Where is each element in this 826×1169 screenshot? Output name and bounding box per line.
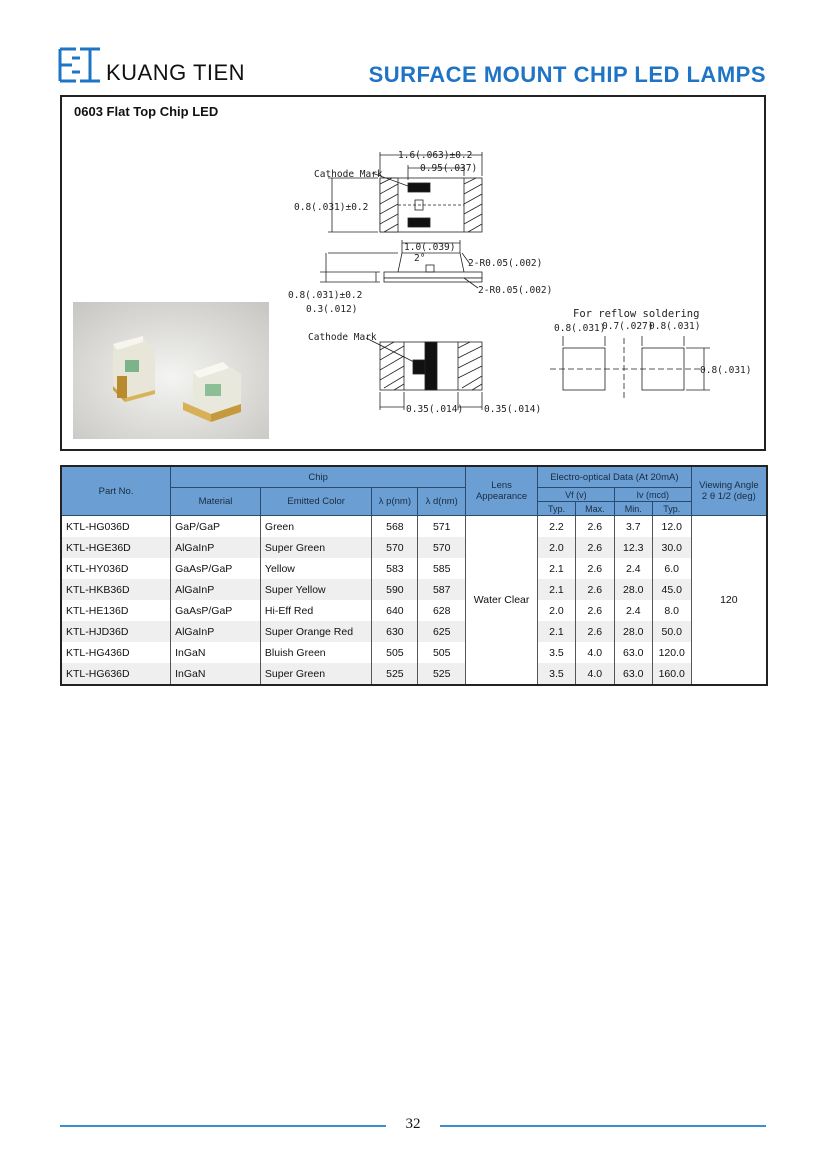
cell-vf-max: 2.6	[575, 579, 614, 600]
cell-vf-max: 4.0	[575, 663, 614, 685]
figure-title: 0603 Flat Top Chip LED	[74, 104, 219, 119]
page-title: SURFACE MOUNT CHIP LED LAMPS	[368, 62, 766, 87]
cell-color: Green	[260, 516, 372, 538]
dim-length: 1.6(.063)±0.2	[398, 150, 473, 161]
pad-height: 0.8(.031)	[700, 365, 752, 376]
dim-radius-1: 2-R0.05(.002)	[468, 258, 543, 269]
cell-material: InGaN	[171, 642, 261, 663]
cell-vf-typ: 2.1	[538, 579, 576, 600]
cell-color: Super Yellow	[260, 579, 372, 600]
col-vf-typ: Typ.	[538, 502, 576, 516]
cell-material: GaAsP/GaP	[171, 600, 261, 621]
cell-part: KTL-HG036D	[61, 516, 171, 538]
cell-lp: 505	[372, 642, 418, 663]
cell-lp: 590	[372, 579, 418, 600]
cell-part: KTL-HJD36D	[61, 621, 171, 642]
cell-lp: 583	[372, 558, 418, 579]
col-viewing-angle: Viewing Angle 2 θ 1/2 (deg)	[691, 466, 767, 516]
col-material: Material	[171, 488, 261, 516]
col-iv-min: Min.	[614, 502, 652, 516]
cell-vf-max: 2.6	[575, 600, 614, 621]
cell-vf-typ: 2.0	[538, 537, 576, 558]
cell-iv-typ: 160.0	[652, 663, 691, 685]
cell-vf-typ: 2.0	[538, 600, 576, 621]
table-row	[61, 621, 767, 642]
cell-iv-typ: 12.0	[652, 516, 691, 538]
col-chip: Chip	[171, 466, 466, 488]
cell-iv-min: 28.0	[614, 621, 652, 642]
cell-vf-typ: 2.1	[538, 558, 576, 579]
table-row	[61, 537, 767, 558]
cell-ld: 628	[418, 600, 466, 621]
cell-color: Hi-Eff Red	[260, 600, 372, 621]
cell-iv-min: 3.7	[614, 516, 652, 538]
col-iv: Iv (mcd)	[614, 488, 691, 502]
cathode-mark-label-bottom: Cathode Mark	[308, 332, 377, 343]
cell-vf-typ: 3.5	[538, 663, 576, 685]
cell-lens-appearance: Water Clear	[466, 516, 538, 686]
cell-iv-min: 2.4	[614, 558, 652, 579]
cell-iv-typ: 8.0	[652, 600, 691, 621]
reflow-label: For reflow soldering	[573, 308, 700, 320]
cell-ld: 525	[418, 663, 466, 685]
spec-table	[60, 465, 768, 686]
cell-material: InGaN	[171, 663, 261, 685]
table-row	[61, 516, 767, 538]
pad-width-2: 0.8(.031)	[649, 321, 701, 332]
cell-vf-max: 2.6	[575, 537, 614, 558]
table-row	[61, 558, 767, 579]
col-lambda-d: λ d(nm)	[418, 488, 466, 516]
cell-lp: 525	[372, 663, 418, 685]
cell-part: KTL-HY036D	[61, 558, 171, 579]
cell-part: KTL-HG436D	[61, 642, 171, 663]
col-iv-typ: Typ.	[652, 502, 691, 516]
cell-iv-typ: 30.0	[652, 537, 691, 558]
cell-color: Bluish Green	[260, 642, 372, 663]
cell-color: Super Green	[260, 537, 372, 558]
cell-iv-min: 63.0	[614, 642, 652, 663]
cell-color: Yellow	[260, 558, 372, 579]
led-photo	[73, 302, 269, 439]
table-row	[61, 663, 767, 685]
cell-lp: 640	[372, 600, 418, 621]
cell-iv-min: 12.3	[614, 537, 652, 558]
cell-iv-min: 2.4	[614, 600, 652, 621]
col-lambda-p: λ p(nm)	[372, 488, 418, 516]
footer-rule-left	[60, 1125, 386, 1127]
col-electro-optical: Electro-optical Data (At 20mA)	[538, 466, 692, 488]
pad-gap: 0.7(.027)	[602, 321, 654, 332]
cell-ld: 570	[418, 537, 466, 558]
cell-vf-max: 2.6	[575, 558, 614, 579]
cell-material: GaAsP/GaP	[171, 558, 261, 579]
cell-ld: 585	[418, 558, 466, 579]
dimension-drawing	[280, 140, 760, 430]
pad-width-1: 0.8(.031)	[554, 323, 606, 334]
cell-vf-max: 2.6	[575, 621, 614, 642]
col-vf: Vf (v)	[538, 488, 615, 502]
dim-angle: 2°	[414, 253, 426, 264]
cell-lp: 630	[372, 621, 418, 642]
dim-width-95: 0.95(.037)	[420, 163, 478, 174]
page-number: 32	[405, 1116, 421, 1132]
cell-iv-typ: 120.0	[652, 642, 691, 663]
cell-part: KTL-HE136D	[61, 600, 171, 621]
cell-part: KTL-HKB36D	[61, 579, 171, 600]
table-row	[61, 579, 767, 600]
cell-iv-typ: 6.0	[652, 558, 691, 579]
cell-vf-max: 2.6	[575, 516, 614, 538]
cell-part: KTL-HG636D	[61, 663, 171, 685]
dim-height: 0.8(.031)±0.2	[294, 202, 369, 213]
cell-part: KTL-HGE36D	[61, 537, 171, 558]
col-part-no: Part No.	[61, 466, 171, 516]
dim-width-10: 1.0(.039)	[404, 242, 456, 253]
cell-vf-typ: 2.2	[538, 516, 576, 538]
col-lens: Lens Appearance	[466, 466, 538, 516]
cell-vf-typ: 3.5	[538, 642, 576, 663]
cell-lp: 570	[372, 537, 418, 558]
footer-rule-right	[440, 1125, 766, 1127]
cell-iv-typ: 45.0	[652, 579, 691, 600]
cell-material: AlGaInP	[171, 621, 261, 642]
cathode-mark-label-top: Cathode Mark	[314, 169, 383, 180]
cell-iv-min: 28.0	[614, 579, 652, 600]
cell-ld: 625	[418, 621, 466, 642]
cell-iv-min: 63.0	[614, 663, 652, 685]
cell-iv-typ: 50.0	[652, 621, 691, 642]
col-emitted-color: Emitted Color	[260, 488, 372, 516]
col-vf-max: Max.	[575, 502, 614, 516]
cell-material: AlGaInP	[171, 579, 261, 600]
dim-radius-2: 2-R0.05(.002)	[478, 285, 553, 296]
table-row	[61, 600, 767, 621]
cell-lp: 568	[372, 516, 418, 538]
cell-material: GaP/GaP	[171, 516, 261, 538]
dim-side-height: 0.8(.031)±0.2	[288, 290, 363, 301]
cell-material: AlGaInP	[171, 537, 261, 558]
cell-vf-typ: 2.1	[538, 621, 576, 642]
cell-ld: 505	[418, 642, 466, 663]
dim-pad-right: 0.35(.014)	[484, 404, 542, 415]
brand-name: KUANG TIEN	[106, 60, 246, 85]
dim-pad-left: 0.35(.014)	[406, 404, 464, 415]
cell-ld: 571	[418, 516, 466, 538]
cell-color: Super Green	[260, 663, 372, 685]
dim-side-thickness: 0.3(.012)	[306, 304, 358, 315]
table-row	[61, 642, 767, 663]
cell-color: Super Orange Red	[260, 621, 372, 642]
cell-viewing-angle: 120	[691, 516, 767, 686]
kuang-tien-logo-icon	[58, 46, 102, 84]
cell-vf-max: 4.0	[575, 642, 614, 663]
cell-ld: 587	[418, 579, 466, 600]
